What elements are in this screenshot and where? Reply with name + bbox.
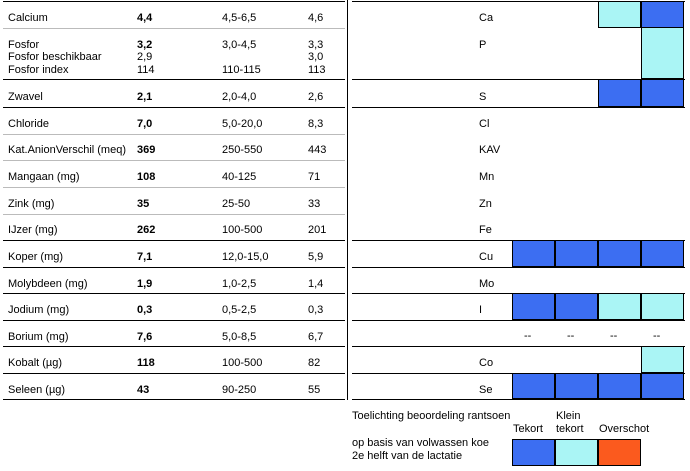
nutrient-name: Kobalt (µg) xyxy=(8,357,63,369)
nutrient-name: Kat.AnionVerschil (meq) xyxy=(8,144,126,156)
nutrient-name: Calcium xyxy=(8,12,48,24)
row-divider xyxy=(3,346,345,347)
previous-value: 443 xyxy=(308,144,327,156)
assessment-cell-se-tekort xyxy=(555,373,598,399)
row-divider xyxy=(352,346,685,347)
nutrient-name: Mangaan (mg) xyxy=(8,171,80,183)
norm-range: 100-500 xyxy=(222,357,263,369)
row-divider xyxy=(3,293,345,294)
row-divider xyxy=(352,107,685,108)
nutrient-value: 262 xyxy=(137,224,156,236)
previous-value: 6,7 xyxy=(308,331,324,343)
row-divider xyxy=(3,1,345,2)
previous-value: 2,6 xyxy=(308,91,324,103)
previous-value: 4,6 xyxy=(308,12,324,24)
nutrient-value: 2,1 xyxy=(137,91,153,103)
nutrient-value: 7,0 xyxy=(137,118,153,130)
assessment-cell-i-tekort xyxy=(512,293,555,320)
norm-range: 40-125 xyxy=(222,171,257,183)
element-symbol: Cu xyxy=(479,251,494,263)
norm-range: 4,5-6,5 xyxy=(222,12,257,24)
element-symbol: KAV xyxy=(479,144,501,156)
no-assessment-dash: -- xyxy=(524,330,532,342)
nutrient-name: Koper (mg) xyxy=(8,251,64,263)
assessment-cell-s-tekort xyxy=(598,79,641,107)
element-symbol: Fe xyxy=(479,224,492,236)
nutrient-name: Jodium (mg) xyxy=(8,304,70,316)
assessment-cell-ca-tekort xyxy=(641,1,684,28)
nutrient-value: 114 xyxy=(137,64,155,76)
row-divider xyxy=(3,187,345,188)
legend-label-tekort: Tekort xyxy=(513,423,543,435)
row-divider xyxy=(3,79,345,80)
previous-value: 8,3 xyxy=(308,118,324,130)
nutrient-name: IJzer (mg) xyxy=(8,224,58,236)
previous-value: 201 xyxy=(308,224,327,236)
assessment-cell-cu-tekort xyxy=(641,240,684,267)
nutrient-value: 108 xyxy=(137,171,156,183)
previous-value: 3,3 xyxy=(308,39,324,51)
nutrient-name: Borium (mg) xyxy=(8,331,69,343)
no-assessment-dash: -- xyxy=(610,330,618,342)
norm-range: 100-500 xyxy=(222,224,263,236)
previous-value: 82 xyxy=(308,357,321,369)
element-symbol: Co xyxy=(479,357,494,369)
assessment-cell-se-tekort xyxy=(641,373,684,399)
no-assessment-dash: -- xyxy=(567,330,575,342)
row-divider xyxy=(3,373,345,374)
assessment-cell-i-klein-tekort xyxy=(641,293,684,320)
legend-swatch-klein-tekort xyxy=(555,439,598,466)
previous-value: 71 xyxy=(308,171,321,183)
nutrient-value: 7,6 xyxy=(137,331,153,343)
previous-value: 3,0 xyxy=(308,51,324,63)
norm-range: 2,0-4,0 xyxy=(222,91,257,103)
element-symbol: Cl xyxy=(479,118,490,130)
nutrient-value: 0,3 xyxy=(137,304,153,316)
norm-range: 12,0-15,0 xyxy=(222,251,269,263)
nutrient-name: Fosfor xyxy=(8,39,40,51)
assessment-cell-cu-tekort xyxy=(512,240,555,267)
legend-swatch-overschot xyxy=(598,439,641,466)
nutrient-value: 35 xyxy=(137,198,150,210)
row-divider xyxy=(3,107,345,108)
no-assessment-dash: -- xyxy=(653,330,661,342)
legend-basis-line1: op basis van volwassen koe xyxy=(352,437,489,449)
previous-value: 1,4 xyxy=(308,278,324,290)
assessment-cell-co-klein-tekort xyxy=(641,346,684,373)
row-divider xyxy=(3,240,345,241)
row-divider xyxy=(352,399,685,400)
element-symbol: Mn xyxy=(479,171,495,183)
norm-range: 5,0-20,0 xyxy=(222,118,263,130)
nutrient-name: Seleen (µg) xyxy=(8,384,66,396)
row-divider xyxy=(3,28,345,29)
nutrient-name: Fosfor beschikbaar xyxy=(8,51,102,63)
nutrient-value: 43 xyxy=(137,384,150,396)
row-divider xyxy=(3,160,345,161)
previous-value: 113 xyxy=(308,64,326,76)
element-symbol: Ca xyxy=(479,12,494,24)
legend-label-klein-line2: tekort xyxy=(556,423,584,435)
row-divider xyxy=(3,399,345,400)
row-divider xyxy=(3,134,345,135)
assessment-cell-ca-klein-tekort xyxy=(598,1,641,28)
norm-range: 90-250 xyxy=(222,384,257,396)
nutrient-value: 3,2 xyxy=(137,39,153,51)
nutrient-name: Zink (mg) xyxy=(8,198,55,210)
norm-range: 250-550 xyxy=(222,144,263,156)
nutrient-value: 4,4 xyxy=(137,12,153,24)
assessment-cell-s-tekort xyxy=(641,79,684,107)
nutrient-value: 1,9 xyxy=(137,278,153,290)
assessment-cell-se-tekort xyxy=(598,373,641,399)
legend-basis-line2: 2e helft van de lactatie xyxy=(352,450,463,462)
nutrient-value: 369 xyxy=(137,144,156,156)
legend-label-overschot: Overschot xyxy=(599,423,650,435)
row-divider xyxy=(352,267,685,268)
element-symbol: Mo xyxy=(479,278,495,290)
norm-range: 1,0-2,5 xyxy=(222,278,257,290)
previous-value: 33 xyxy=(308,198,321,210)
norm-range: 3,0-4,5 xyxy=(222,39,257,51)
assessment-cell-i-klein-tekort xyxy=(598,293,641,320)
row-divider xyxy=(3,214,345,215)
nutrient-name: Fosfor index xyxy=(8,64,69,76)
nutrient-value: 118 xyxy=(137,357,155,369)
previous-value: 5,9 xyxy=(308,251,324,263)
previous-value: 0,3 xyxy=(308,304,324,316)
norm-range: 25-50 xyxy=(222,198,251,210)
assessment-cell-se-tekort xyxy=(512,373,555,399)
element-symbol: S xyxy=(479,91,487,103)
assessment-cell-i-tekort xyxy=(555,293,598,320)
element-symbol: I xyxy=(479,304,483,316)
element-symbol: P xyxy=(479,39,487,51)
previous-value: 55 xyxy=(308,384,321,396)
norm-range: 0,5-2,5 xyxy=(222,304,257,316)
legend-title: Toelichting beoordeling rantsoen xyxy=(352,410,511,422)
nutrient-value: 7,1 xyxy=(137,251,153,263)
row-divider xyxy=(352,320,685,321)
element-symbol: Se xyxy=(479,384,493,396)
legend-swatch-tekort xyxy=(512,439,555,466)
nutrient-value: 2,9 xyxy=(137,51,153,63)
nutrient-name: Chloride xyxy=(8,118,49,130)
assessment-cell-cu-tekort xyxy=(555,240,598,267)
nutrient-name: Molybdeen (mg) xyxy=(8,278,88,290)
nutrient-name: Zwavel xyxy=(8,91,43,103)
norm-range: 110-115 xyxy=(222,64,261,76)
row-divider xyxy=(3,267,345,268)
column-separator xyxy=(347,0,348,400)
row-divider xyxy=(3,320,345,321)
norm-range: 5,0-8,5 xyxy=(222,331,257,343)
assessment-cell-p-klein-tekort xyxy=(641,27,684,79)
element-symbol: Zn xyxy=(479,198,492,210)
legend-label-klein-line1: Klein xyxy=(556,410,581,422)
assessment-cell-cu-tekort xyxy=(598,240,641,267)
